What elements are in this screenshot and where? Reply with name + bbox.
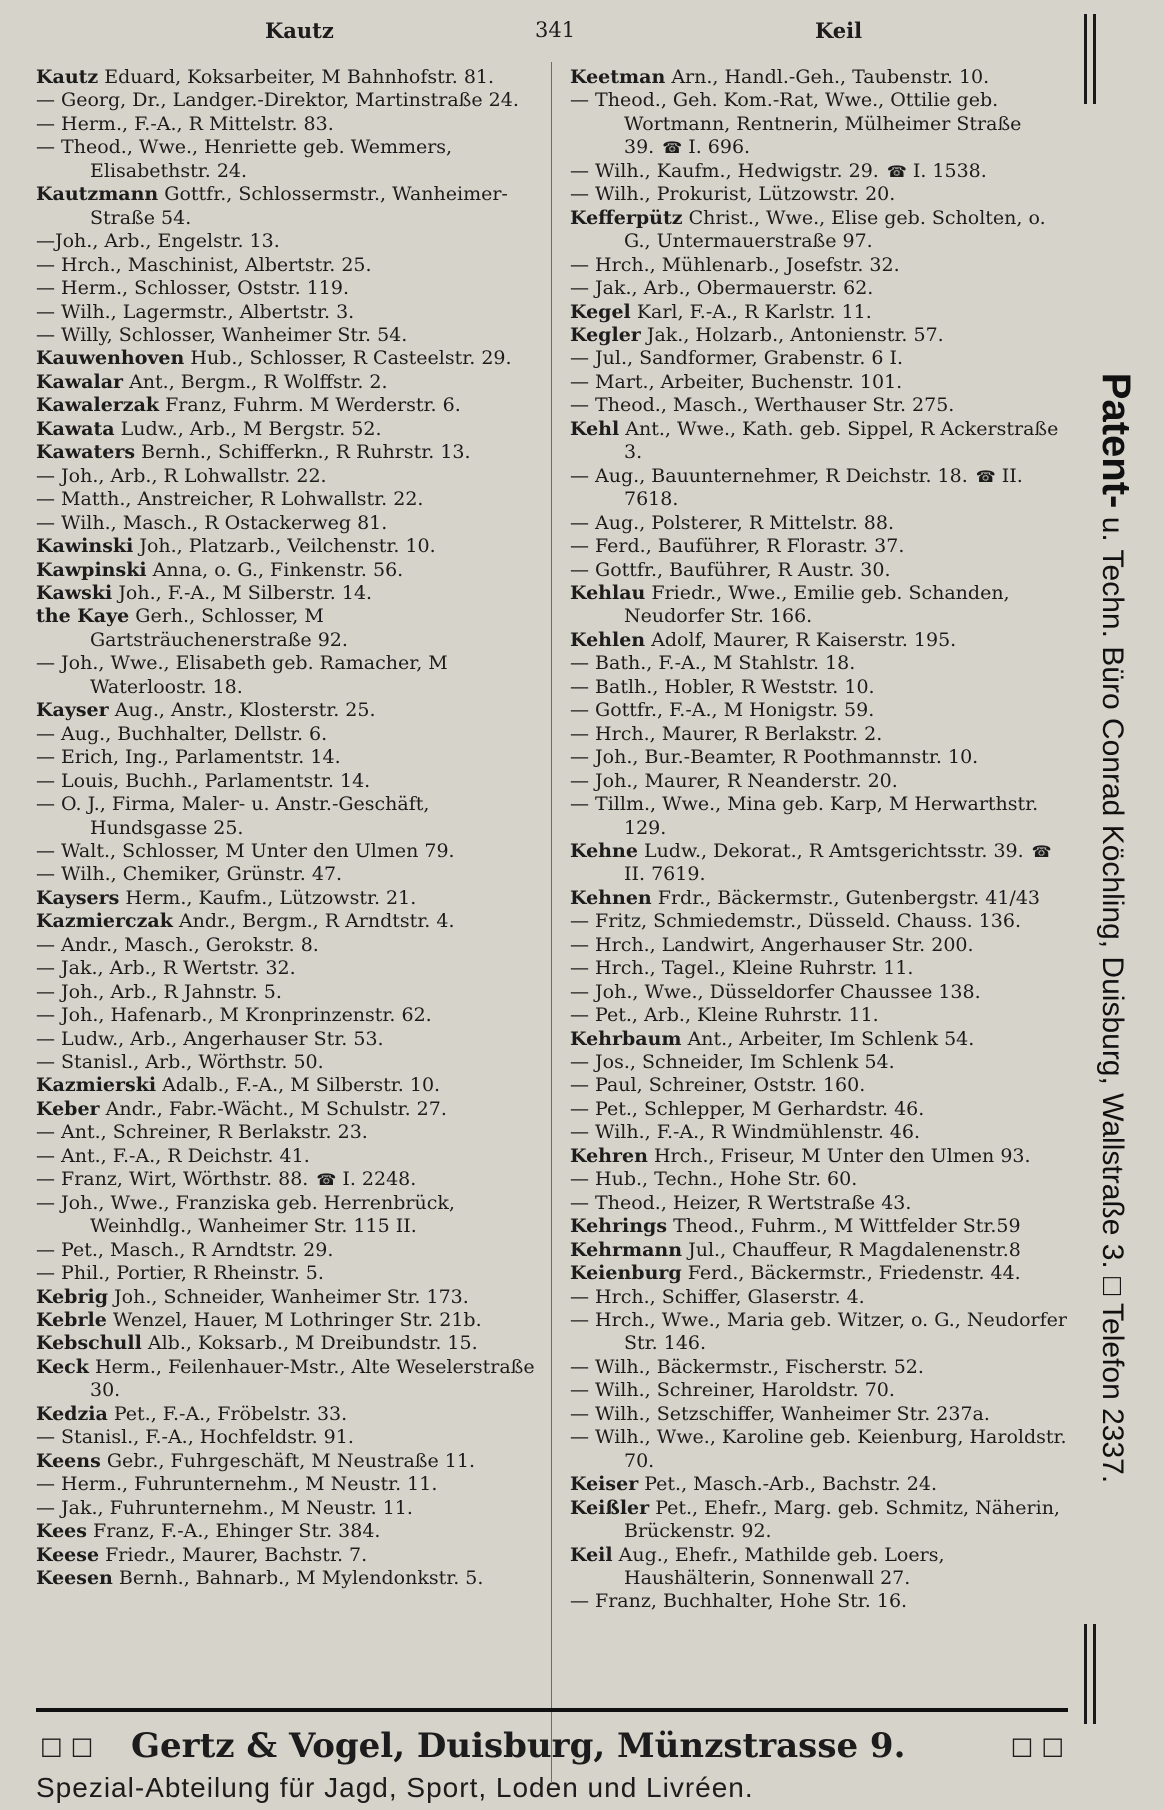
- entry-details: Ant., Arbeiter, Im Schlenk 54.: [687, 1027, 975, 1050]
- entry-details: — Pet., Schlepper, M Gerhardstr. 46.: [570, 1097, 925, 1120]
- entry-details: — Joh., Wwe., Franziska geb. Herrenbrück, Weinhdlg., Wanheimer Str. 115 II.: [36, 1191, 455, 1238]
- entry-details: — Jak., Arb., R Wertstr. 32.: [36, 957, 296, 980]
- entry-details: — Andr., Masch., Gerokstr. 8.: [36, 933, 319, 956]
- entry-surname: Kebrle: [36, 1309, 107, 1332]
- entry-details: — Hrch., Maurer, R Berlakstr. 2.: [570, 722, 883, 745]
- entry-details: — Jul., Sandformer, Grabenstr. 6 I.: [570, 347, 904, 370]
- directory-entry: [570, 1497, 1070, 1544]
- directory-entry: [36, 1239, 536, 1262]
- entry-surname: Keese: [36, 1543, 100, 1566]
- directory-entry: [36, 324, 536, 347]
- entry-details: — Jos., Schneider, Im Schlenk 54.: [570, 1051, 895, 1074]
- entry-surname: Kegler: [570, 323, 641, 346]
- entry-surname: Kebrig: [36, 1285, 108, 1308]
- directory-entry: [570, 1121, 1070, 1144]
- entry-surname: Kazmierczak: [36, 910, 173, 933]
- side-ad-office: u. Techn. Büro Conrad Köchling, Duisburg, Wallstraße 3.: [1096, 516, 1129, 1269]
- directory-entry: [36, 136, 536, 183]
- entry-details: Wenzel, Hauer, M Lothringer Str. 21b.: [112, 1309, 482, 1332]
- entry-details: Karl, F.-A., R Karlstr. 11.: [636, 300, 872, 323]
- entry-details: — Georg, Dr., Landger.-Direktor, Martinstraße 24.: [36, 89, 519, 112]
- directory-entry: [570, 1590, 1070, 1613]
- entry-details: Joh., F.-A., M Silberstr. 14.: [118, 581, 373, 604]
- entry-details: — Ant., F.-A., R Deichstr. 41.: [36, 1144, 310, 1167]
- entry-surname: Kehrbaum: [570, 1027, 682, 1050]
- directory-entry: [36, 1098, 536, 1121]
- directory-entry: [36, 1520, 536, 1543]
- entry-surname: Keck: [36, 1355, 89, 1378]
- entry-details: — Gottfr., Bauführer, R Austr. 30.: [570, 558, 891, 581]
- side-rule-bottom: [1084, 1624, 1087, 1724]
- entry-details: — Stanisl., F.-A., Hochfeldstr. 91.: [36, 1426, 354, 1449]
- entry-details: — Batlh., Hobler, R Weststr. 10.: [570, 675, 875, 698]
- directory-entry: [36, 1121, 536, 1144]
- footer-ad-sub: Spezial-Abteilung für Jagd, Sport, Loden und Livréen.: [36, 1772, 754, 1803]
- column-divider: [551, 62, 552, 1782]
- entry-details: Andr., Fabr.-Wächt., M Schulstr. 27.: [105, 1097, 447, 1120]
- telephone-icon: ☎: [975, 466, 996, 486]
- directory-entry: [570, 1004, 1070, 1027]
- side-ad-patent: Patent-: [1094, 372, 1138, 509]
- entry-surname: Keesen: [36, 1567, 113, 1589]
- entry-details: — Joh., Maurer, R Neanderstr. 20.: [570, 769, 898, 792]
- directory-entry: [570, 418, 1070, 465]
- entry-details: — Hrch., Wwe., Maria geb. Witzer, o. G., Neudorfer Str. 146.: [570, 1309, 1067, 1355]
- directory-entry: [570, 324, 1070, 347]
- directory-entry: [36, 183, 536, 230]
- entry-details: — Erich, Ing., Parlamentstr. 14.: [36, 746, 341, 769]
- entry-details: — Herm., Fuhrunternehm., M Neustr. 11.: [36, 1473, 438, 1496]
- directory-entry: [36, 1544, 536, 1567]
- entry-details: — Ludw., Arb., Angerhauser Str. 53.: [36, 1027, 384, 1050]
- entry-details: — Phil., Portier, R Rheinstr. 5.: [36, 1262, 324, 1285]
- entry-surname: Kegel: [570, 300, 631, 323]
- directory-entry: [36, 863, 536, 886]
- entry-details: Aug., Ehefr., Mathilde geb. Loers, Haushälterin, Sonnenwall 27.: [618, 1543, 945, 1589]
- entry-details: Hrch., Friseur, M Unter den Ulmen 93.: [653, 1144, 1031, 1167]
- entry-details: Pet., F.-A., Fröbelstr. 33.: [113, 1402, 348, 1425]
- directory-entry: [570, 207, 1070, 254]
- directory-entry: [570, 723, 1070, 746]
- entry-surname: Kehl: [570, 417, 620, 440]
- directory-entry: [570, 371, 1070, 394]
- entry-details: — Pet., Masch., R Arndtstr. 29.: [36, 1238, 334, 1261]
- directory-entry: [36, 1192, 536, 1239]
- entry-surname: Keber: [36, 1097, 100, 1120]
- entry-details: — Stanisl., Arb., Wörthstr. 50.: [36, 1051, 324, 1074]
- page-number: 341: [535, 18, 576, 42]
- entry-surname: Keetman: [570, 66, 666, 88]
- directory-entry: [36, 605, 536, 652]
- directory-entry: [36, 910, 536, 933]
- side-rule-top-2: [1093, 14, 1096, 104]
- side-advertisement: [1076, 14, 1158, 1782]
- entry-details: — Hrch., Tagel., Kleine Ruhrstr. 11.: [570, 957, 914, 980]
- directory-entry: [36, 254, 536, 277]
- left-column: [36, 66, 536, 1590]
- directory-entry: [570, 535, 1070, 558]
- directory-entry: [570, 394, 1070, 417]
- entry-details: Jak., Holzarb., Antonienstr. 57.: [646, 323, 944, 346]
- side-ad-box: □: [1096, 1277, 1129, 1296]
- entry-surname: Kefferpütz: [570, 206, 683, 229]
- directory-entry: [36, 89, 536, 112]
- telephone-number: I. 696.: [688, 136, 751, 159]
- entry-surname: Keens: [36, 1449, 101, 1472]
- entry-details: — Hrch., Landwirt, Angerhauser Str. 200.: [570, 933, 974, 956]
- entry-details: — Gottfr., F.-A., M Honigstr. 59.: [570, 699, 875, 722]
- directory-entry: [36, 559, 536, 582]
- footer-ad-company: Gertz & Vogel, Duisburg, Münzstrasse 9.: [131, 1726, 906, 1766]
- directory-entry: [36, 1473, 536, 1496]
- directory-entry: [36, 1309, 536, 1332]
- entry-details: — Jak., Fuhrunternehm., M Neustr. 11.: [36, 1496, 413, 1519]
- entry-details: — Wilh., Prokurist, Lützowstr. 20.: [570, 183, 896, 206]
- entry-details: Gottfr., Schlossermstr., Wanheimer-Straße 54.: [90, 183, 508, 229]
- directory-entry: [570, 1051, 1070, 1074]
- entry-details: Andr., Bergm., R Arndtstr. 4.: [178, 910, 455, 933]
- entry-details: Ludw., Dekorat., R Amtsgerichtsstr. 39.: [643, 839, 1024, 862]
- directory-entry: [36, 746, 536, 769]
- entry-details: — O. J., Firma, Maler- u. Anstr.-Geschäft, Hundsgasse 25.: [36, 793, 430, 839]
- entry-details: — Aug., Bauunternehmer, R Deichstr. 18.: [570, 464, 968, 487]
- entry-details: Pet., Ehefr., Marg. geb. Schmitz, Näherin, Brückenstr. 92.: [624, 1496, 1060, 1543]
- directory-entry: [570, 1074, 1070, 1097]
- directory-entry: [570, 1239, 1070, 1262]
- directory-entry: [36, 840, 536, 863]
- directory-entry: [36, 770, 536, 793]
- directory-entry: [36, 887, 536, 910]
- entry-details: Adolf, Maurer, R Kaiserstr. 195.: [651, 628, 957, 651]
- header-right-name: Keil: [815, 18, 863, 43]
- directory-entry: [570, 934, 1070, 957]
- directory-entry: [570, 347, 1070, 370]
- footer-boxes-right: □□: [1010, 1732, 1072, 1760]
- directory-entry: [36, 1356, 536, 1403]
- telephone-number: II. 7619.: [624, 863, 706, 886]
- side-ad-phone: Telefon 2337.: [1096, 1303, 1129, 1484]
- directory-entry: [570, 254, 1070, 277]
- entry-details: Arn., Handl.-Geh., Taubenstr. 10.: [671, 66, 990, 88]
- telephone-icon: ☎: [662, 138, 683, 158]
- entry-surname: Kazmierski: [36, 1074, 157, 1097]
- side-rule-top: [1084, 14, 1087, 104]
- directory-entry: [570, 1403, 1070, 1426]
- directory-entry: [570, 89, 1070, 159]
- entry-surname: Kehlau: [570, 581, 646, 604]
- directory-entry: [570, 1309, 1070, 1356]
- entry-details: Frdr., Bäckermstr., Gutenbergstr. 41/43: [657, 886, 1040, 909]
- directory-entry: [570, 1215, 1070, 1238]
- directory-entry: [36, 465, 536, 488]
- directory-entry: [570, 277, 1070, 300]
- side-rule-bottom-2: [1093, 1624, 1096, 1724]
- directory-entry: [570, 1262, 1070, 1285]
- entry-details: Alb., Koksarb., M Dreibundstr. 15.: [147, 1332, 478, 1355]
- directory-entry: [570, 1098, 1070, 1121]
- entry-details: Anna, o. G., Finkenstr. 56.: [152, 558, 404, 581]
- directory-entry: [570, 1379, 1070, 1402]
- directory-entry: [570, 183, 1070, 206]
- directory-entry: [570, 1286, 1070, 1309]
- directory-entry: [36, 1403, 536, 1426]
- entry-details: — Wilh., Masch., R Ostackerweg 81.: [36, 511, 388, 534]
- page-header: [30, 14, 1070, 50]
- entry-details: Ant., Wwe., Kath. geb. Sippel, R Ackerstraße 3.: [624, 417, 1059, 464]
- directory-entry: [36, 441, 536, 464]
- entry-details: — Theod., Wwe., Henriette geb. Wemmers, Elisabethstr. 24.: [36, 136, 453, 182]
- directory-entry: [36, 66, 536, 89]
- entry-details: — Herm., F.-A., R Mittelstr. 83.: [36, 112, 334, 135]
- directory-entry: [36, 535, 536, 558]
- entry-details: Gerh., Schlosser, M Gartsträuchenerstraße 92.: [90, 605, 348, 651]
- entry-details: — Willy, Schlosser, Wanheimer Str. 54.: [36, 323, 408, 346]
- entry-details: — Theod., Heizer, R Wertstraße 43.: [570, 1191, 912, 1214]
- entry-details: — Joh., Wwe., Düsseldorfer Chaussee 138.: [570, 980, 981, 1003]
- directory-entry: [570, 582, 1070, 629]
- directory-entry: [570, 1028, 1070, 1051]
- entry-details: Ludw., Arb., M Bergstr. 52.: [120, 417, 382, 440]
- entry-surname: Kehren: [570, 1144, 648, 1167]
- entry-surname: Kehlen: [570, 628, 646, 651]
- directory-entry: [570, 160, 1070, 183]
- directory-entry: [36, 1004, 536, 1027]
- directory-entry: [36, 1286, 536, 1309]
- entry-surname: Keil: [570, 1543, 613, 1566]
- directory-entry: [36, 934, 536, 957]
- entry-details: — Bath., F.-A., M Stahlstr. 18.: [570, 652, 856, 675]
- entry-details: Adalb., F.-A., M Silberstr. 10.: [162, 1074, 441, 1097]
- entry-surname: Kawalerzak: [36, 394, 160, 417]
- entry-details: Eduard, Koksarbeiter, M Bahnhofstr. 81.: [104, 66, 495, 88]
- entry-surname: Kawata: [36, 417, 115, 440]
- directory-entry: [570, 66, 1070, 89]
- entry-details: — Franz, Wirt, Wörthstr. 88.: [36, 1168, 309, 1191]
- entry-surname: Kehne: [570, 839, 638, 862]
- directory-entry: [570, 559, 1070, 582]
- entry-details: Joh., Platzarb., Veilchenstr. 10.: [139, 535, 436, 558]
- entry-details: — Joh., Arb., R Lohwallstr. 22.: [36, 464, 327, 487]
- entry-details: — Pet., Arb., Kleine Ruhrstr. 11.: [570, 1004, 879, 1027]
- entry-details: Friedr., Maurer, Bachstr. 7.: [105, 1543, 368, 1566]
- telephone-icon: ☎: [886, 161, 907, 181]
- directory-entry: [570, 652, 1070, 675]
- entry-details: — Hrch., Schiffer, Glaserstr. 4.: [570, 1285, 865, 1308]
- directory-entry: [36, 394, 536, 417]
- directory-entry: [570, 981, 1070, 1004]
- entry-surname: Kawaters: [36, 441, 136, 464]
- entry-surname: Kawski: [36, 581, 113, 604]
- telephone-icon: ☎: [316, 1170, 337, 1190]
- directory-entry: [570, 1356, 1070, 1379]
- entry-details: Bernh., Schifferkn., R Ruhrstr. 13.: [141, 441, 471, 464]
- entry-details: Aug., Anstr., Klosterstr. 25.: [114, 699, 376, 722]
- entry-surname: Kayser: [36, 699, 109, 722]
- entry-surname: Keiser: [570, 1473, 639, 1496]
- entry-details: — Joh., Hafenarb., M Kronprinzenstr. 62.: [36, 1004, 432, 1027]
- directory-entry: [570, 1145, 1070, 1168]
- telephone-number: I. 2248.: [342, 1168, 417, 1191]
- entry-details: Ant., Bergm., R Wolffstr. 2.: [129, 370, 388, 393]
- directory-entry: [570, 1544, 1070, 1591]
- directory-entry: [570, 1192, 1070, 1215]
- entry-details: Franz, F.-A., Ehinger Str. 384.: [93, 1520, 381, 1543]
- directory-entry: [570, 746, 1070, 769]
- footer-ad-main: [36, 1722, 1076, 1770]
- entry-details: — Wilh., Setzschiffer, Wanheimer Str. 237a.: [570, 1402, 990, 1425]
- directory-entry: [570, 887, 1070, 910]
- entry-details: — Ferd., Bauführer, R Florastr. 37.: [570, 535, 905, 558]
- directory-entry: [36, 957, 536, 980]
- entry-details: — Hrch., Maschinist, Albertstr. 25.: [36, 253, 372, 276]
- entry-details: Herm., Feilenhauer-Mstr., Alte Weselerstraße 30.: [90, 1355, 535, 1402]
- entry-details: — Wilh., F.-A., R Windmühlenstr. 46.: [570, 1121, 921, 1144]
- directory-entry: [36, 1028, 536, 1051]
- entry-details: Theod., Fuhrm., M Wittfelder Str.59: [673, 1215, 1021, 1238]
- directory-entry: [36, 699, 536, 722]
- footer-rule: [36, 1708, 1068, 1712]
- directory-entry: [36, 113, 536, 136]
- entry-details: — Louis, Buchh., Parlamentstr. 14.: [36, 769, 371, 792]
- entry-details: — Joh., Arb., R Jahnstr. 5.: [36, 980, 282, 1003]
- directory-entry: [36, 1168, 536, 1191]
- directory-entry: [36, 1426, 536, 1449]
- directory-entry: [570, 301, 1070, 324]
- entry-surname: Kautz: [36, 66, 99, 88]
- entry-details: — Aug., Polsterer, R Mittelstr. 88.: [570, 511, 894, 534]
- directory-entry: [570, 465, 1070, 512]
- entry-surname: Kaysers: [36, 886, 120, 909]
- entry-surname: Kedzia: [36, 1402, 108, 1425]
- entry-surname: Kawinski: [36, 535, 134, 558]
- entry-details: — Franz, Buchhalter, Hohe Str. 16.: [570, 1590, 908, 1613]
- entry-surname: Kehrmann: [570, 1238, 683, 1261]
- entry-details: Franz, Fuhrm. M Werderstr. 6.: [165, 394, 461, 417]
- entry-details: — Paul, Schreiner, Oststr. 160.: [570, 1074, 866, 1097]
- entry-details: — Tillm., Wwe., Mina geb. Karp, M Herwarthstr. 129.: [570, 793, 1039, 839]
- directory-entry: [36, 652, 536, 699]
- entry-details: Ferd., Bäckermstr., Friedenstr. 44.: [687, 1262, 1021, 1285]
- directory-entry: [570, 699, 1070, 722]
- entry-surname: Kees: [36, 1520, 87, 1543]
- telephone-number: II. 7618.: [624, 464, 1023, 511]
- entry-details: Herm., Kaufm., Lützowstr. 21.: [125, 886, 417, 909]
- directory-entry: [36, 793, 536, 840]
- directory-entry: [570, 1473, 1070, 1496]
- entry-details: — Mart., Arbeiter, Buchenstr. 101.: [570, 370, 903, 393]
- entry-surname: Kebschull: [36, 1332, 142, 1355]
- directory-entry: [36, 277, 536, 300]
- entry-details: — Wilh., Schreiner, Haroldstr. 70.: [570, 1379, 895, 1402]
- entry-details: — Joh., Bur.-Beamter, R Poothmannstr. 10.: [570, 746, 979, 769]
- directory-entry: [36, 301, 536, 324]
- entry-details: Pet., Masch.-Arb., Bachstr. 24.: [644, 1473, 937, 1496]
- footer-boxes-left: □□: [40, 1732, 102, 1760]
- directory-entry: [36, 1332, 536, 1355]
- header-left-name: Kautz: [265, 18, 334, 43]
- entry-surname: Kawalar: [36, 370, 124, 393]
- entry-details: — Theod., Masch., Werthauser Str. 275.: [570, 394, 955, 417]
- telephone-icon: ☎: [1031, 841, 1052, 861]
- directory-entry: [36, 371, 536, 394]
- entry-details: — Matth., Anstreicher, R Lohwallstr. 22.: [36, 488, 424, 511]
- directory-entry: [570, 1426, 1070, 1473]
- entry-surname: the Kaye: [36, 605, 130, 628]
- entry-surname: Kehrings: [570, 1215, 668, 1238]
- entry-details: — Wilh., Bäckermstr., Fischerstr. 52.: [570, 1355, 924, 1378]
- entry-details: Joh., Schneider, Wanheimer Str. 173.: [114, 1285, 469, 1308]
- side-ad-text: [1086, 98, 1146, 1758]
- entry-details: Hub., Schlosser, R Casteelstr. 29.: [190, 347, 512, 370]
- entry-details: — Jak., Arb., Obermauerstr. 62.: [570, 277, 874, 300]
- directory-entry: [570, 676, 1070, 699]
- telephone-number: I. 1538.: [912, 159, 987, 182]
- directory-entry: [36, 1262, 536, 1285]
- entry-surname: Keißler: [570, 1496, 650, 1519]
- directory-entry: [36, 488, 536, 511]
- directory-entry: [36, 418, 536, 441]
- entry-details: Friedr., Wwe., Emilie geb. Schanden, Neudorfer Str. 166.: [624, 581, 1010, 628]
- entry-details: Gebr., Fuhrgeschäft, M Neustraße 11.: [106, 1449, 475, 1472]
- entry-details: — Walt., Schlosser, M Unter den Ulmen 79.: [36, 839, 455, 862]
- directory-entry: [36, 230, 536, 253]
- entry-details: — Fritz, Schmiedemstr., Düsseld. Chauss. 136.: [570, 910, 1022, 933]
- directory-entry: [36, 1074, 536, 1097]
- directory-entry: [36, 1450, 536, 1473]
- entry-details: — Wilh., Lagermstr., Albertstr. 3.: [36, 300, 355, 323]
- entry-surname: Kehnen: [570, 886, 652, 909]
- directory-entry: [36, 347, 536, 370]
- directory-entry: [570, 840, 1070, 887]
- directory-entry: [570, 957, 1070, 980]
- entry-details: — Herm., Schlosser, Oststr. 119.: [36, 277, 350, 300]
- directory-entry: [36, 1567, 536, 1590]
- directory-entry: [36, 512, 536, 535]
- entry-details: — Hrch., Mühlenarb., Josefstr. 32.: [570, 253, 900, 276]
- directory-entry: [570, 512, 1070, 535]
- entry-details: — Wilh., Kaufm., Hedwigstr. 29.: [570, 159, 879, 182]
- entry-surname: Kawpinski: [36, 558, 147, 581]
- entry-surname: Kauwenhoven: [36, 347, 185, 370]
- directory-entry: [36, 1051, 536, 1074]
- directory-entry: [570, 793, 1070, 840]
- directory-entry: [36, 582, 536, 605]
- directory-entry: [36, 1497, 536, 1520]
- directory-entry: [570, 770, 1070, 793]
- entry-details: — Wilh., Chemiker, Grünstr. 47.: [36, 863, 343, 886]
- right-column: [570, 66, 1070, 1614]
- directory-entry: [570, 629, 1070, 652]
- entry-details: — Ant., Schreiner, R Berlakstr. 23.: [36, 1121, 368, 1144]
- entry-details: —Joh., Arb., Engelstr. 13.: [36, 230, 280, 253]
- entry-surname: Kautzmann: [36, 183, 159, 206]
- entry-details: — Theod., Geh. Kom.-Rat, Wwe., Ottilie geb. Wortmann, Rentnerin, Mülheimer Straße 39.: [570, 89, 1022, 159]
- entry-details: — Wilh., Wwe., Karoline geb. Keienburg, Haroldstr. 70.: [570, 1426, 1067, 1472]
- entry-surname: Keienburg: [570, 1262, 682, 1285]
- directory-entry: [570, 910, 1070, 933]
- directory-entry: [570, 1168, 1070, 1191]
- directory-entry: [36, 1145, 536, 1168]
- directory-entry: [36, 981, 536, 1004]
- entry-details: Christ., Wwe., Elise geb. Scholten, o. G., Untermauerstraße 97.: [624, 206, 1046, 253]
- entry-details: — Aug., Buchhalter, Dellstr. 6.: [36, 722, 328, 745]
- entry-details: — Joh., Wwe., Elisabeth geb. Ramacher, M Waterloostr. 18.: [36, 652, 448, 698]
- entry-details: — Hub., Techn., Hohe Str. 60.: [570, 1168, 858, 1191]
- entry-details: Bernh., Bahnarb., M Mylendonkstr. 5.: [118, 1567, 484, 1589]
- entry-details: Jul., Chauffeur, R Magdalenenstr.8: [688, 1238, 1021, 1261]
- directory-entry: [36, 723, 536, 746]
